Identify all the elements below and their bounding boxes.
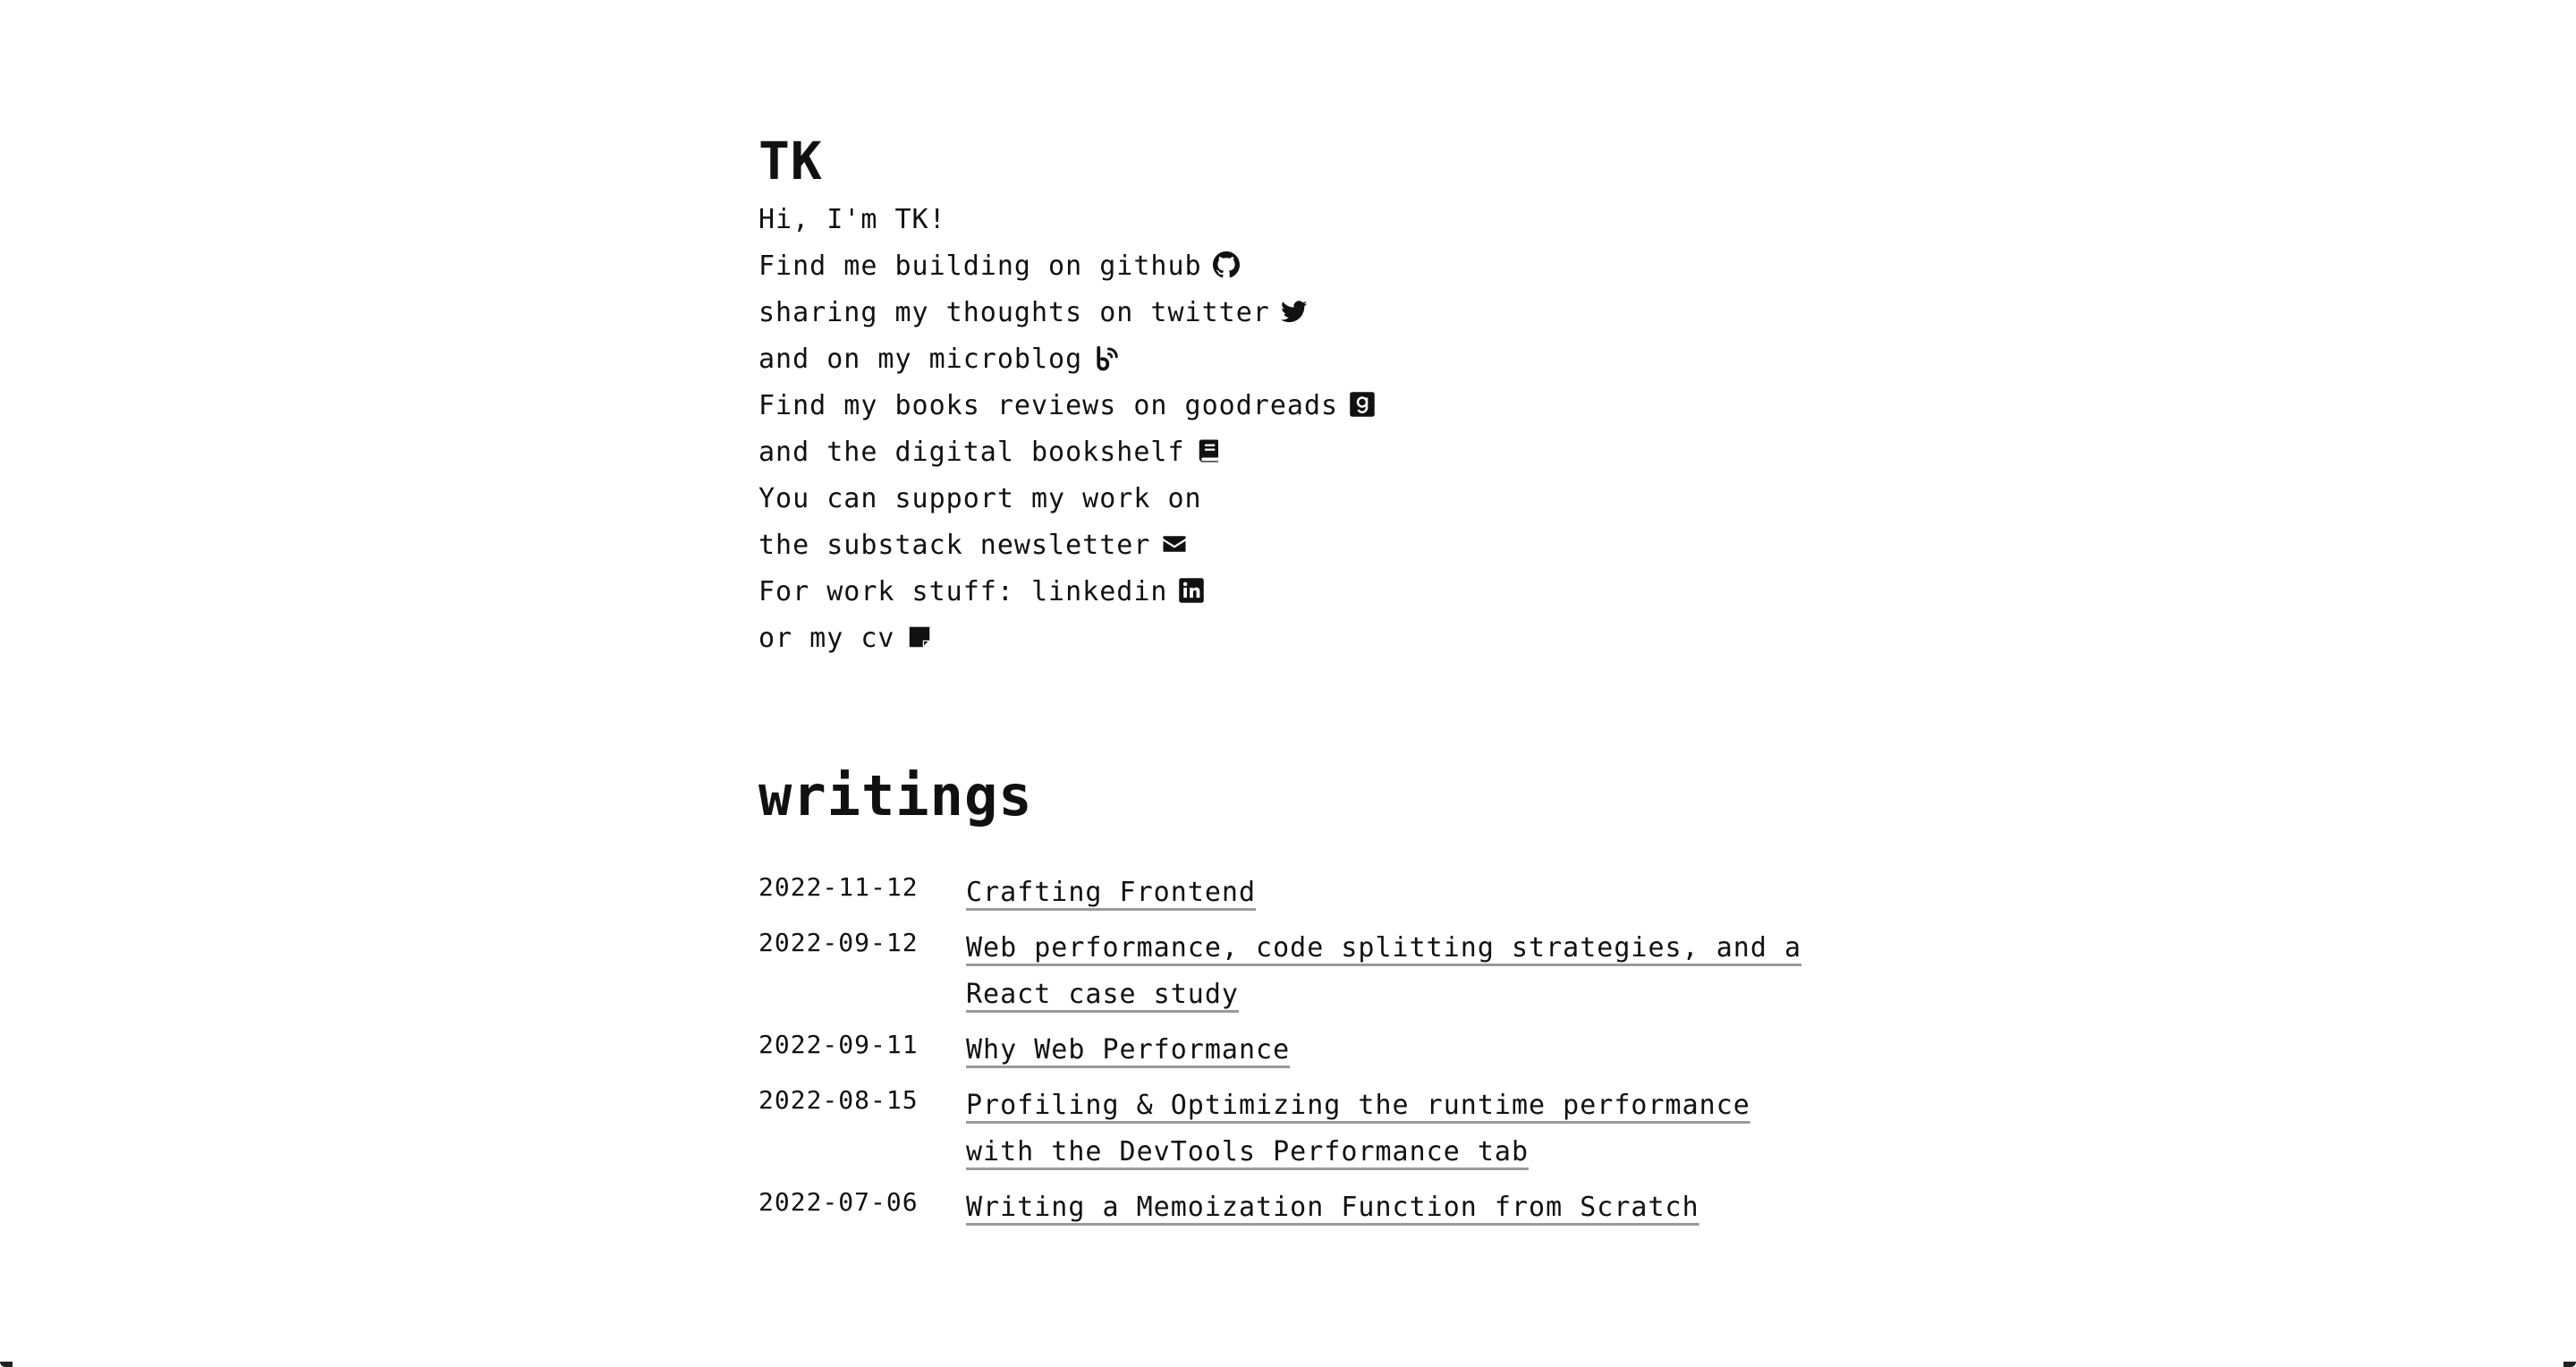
writing-date: 2022-09-12: [758, 928, 919, 957]
work-paragraph: [758, 569, 1823, 662]
writing-link[interactable]: Why Web Performance: [966, 1034, 1291, 1066]
linkedin-icon: [1178, 577, 1205, 604]
writing-link[interactable]: Web performance, code splitting strategies, and a React case study: [966, 932, 1802, 1010]
writings-heading: writings: [758, 763, 1033, 828]
microblog-link[interactable]: [758, 336, 1823, 383]
writing-link[interactable]: Crafting Frontend: [966, 877, 1257, 908]
microblog-link-label: and on my microblog: [758, 344, 1083, 375]
writing-item: [758, 870, 1823, 916]
writing-date: 2022-09-11: [758, 1030, 919, 1059]
twitter-link-label: sharing my thoughts on twitter: [758, 297, 1270, 328]
writings-list: [758, 870, 1823, 1231]
writing-item: [758, 1027, 1823, 1074]
writing-date: 2022-08-15: [758, 1085, 919, 1115]
writing-date: 2022-11-12: [758, 872, 919, 902]
linkedin-link-label: For work stuff: linkedin: [758, 576, 1168, 607]
twitter-icon: [1281, 298, 1308, 325]
cv-link[interactable]: [758, 616, 1823, 662]
newsletter-link[interactable]: [758, 522, 1823, 569]
github-link-label: Find me building on github: [758, 250, 1202, 282]
bookshelf-link[interactable]: [758, 429, 1823, 476]
writing-link[interactable]: Writing a Memoization Function from Scratch: [966, 1192, 1699, 1223]
github-link[interactable]: [758, 243, 1823, 290]
support-paragraph: [758, 476, 1823, 569]
window-bottom-edge-inner: [13, 1362, 2563, 1367]
main-content: [758, 125, 1823, 1240]
greeting-text: Hi, I'm TK!: [758, 204, 946, 235]
note-icon: [906, 624, 933, 650]
site-title: TK: [758, 131, 823, 191]
writing-item: [758, 1184, 1823, 1231]
newsletter-link-label: the substack newsletter: [758, 530, 1151, 561]
writing-link[interactable]: Profiling & Optimizing the runtime performance with the DevTools Performance tab: [966, 1090, 1750, 1167]
social-paragraph: [758, 243, 1823, 383]
github-icon: [1213, 251, 1240, 278]
writing-date: 2022-07-06: [758, 1187, 919, 1217]
books-paragraph: [758, 383, 1823, 476]
twitter-link[interactable]: [758, 290, 1823, 336]
goodreads-icon: [1349, 391, 1376, 418]
envelope-icon: [1161, 531, 1188, 557]
writing-item: [758, 925, 1823, 1018]
goodreads-link-label: Find my books reviews on goodreads: [758, 390, 1339, 421]
greeting-paragraph: [758, 197, 1823, 243]
goodreads-link[interactable]: [758, 383, 1823, 429]
book-icon: [1196, 437, 1223, 464]
linkedin-link[interactable]: [758, 569, 1823, 616]
microblog-icon: [1093, 344, 1120, 371]
writing-item: [758, 1083, 1823, 1176]
cv-link-label: or my cv: [758, 623, 895, 654]
support-text: You can support my work on: [758, 483, 1202, 514]
bookshelf-link-label: and the digital bookshelf: [758, 437, 1185, 468]
